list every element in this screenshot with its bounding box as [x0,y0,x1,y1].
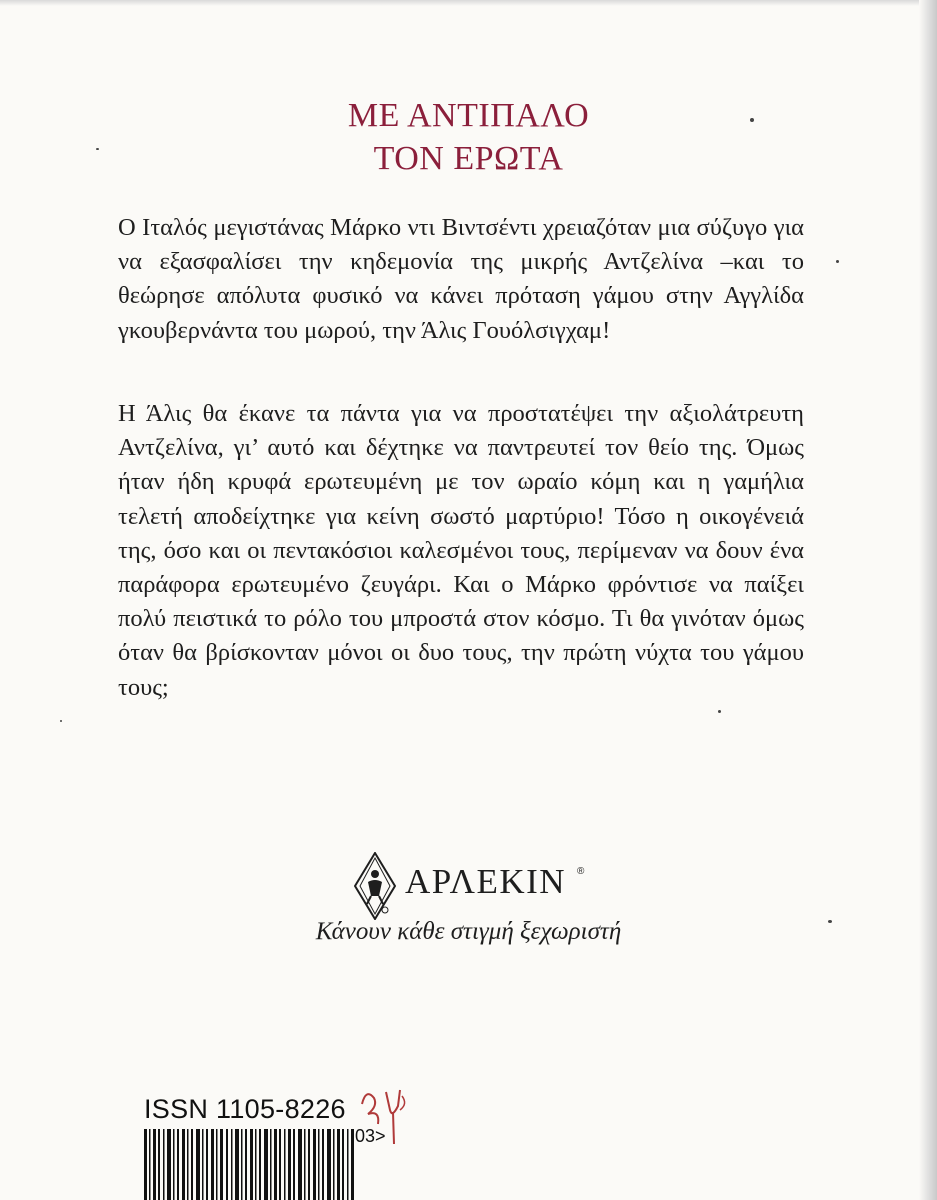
cover-top-edge [0,0,937,6]
harlequin-diamond-logo-icon [354,852,396,920]
issn-number: ISSN 1105-8226 [144,1094,346,1124]
paper-speck [750,118,754,122]
book-title-line-2: ΤΟΝ ΕΡΩΤΑ [373,140,564,177]
paper-speck [836,260,839,263]
book-title-line-1: ΜΕ ΑΝΤΙΠΑΛΟ [347,97,590,134]
registered-mark: ® [577,866,585,877]
blurb-paragraph-2: Η Άλις θα έκανε τα πάντα για να προστατέψει την αξιολάτρευτη Αντζελίνα, γι’ αυτό και δέχτηκε να παντρευτεί τον θείο της. Όμως ήταν ήδη κρυφά ερωτευμένη με τον ωραίο κόμη και η γαμήλια τελετή αποδείχτηκε για κείνη σωστό μαρτύριο! Τόσο η οικογένειά της, όσο και οι πεντακόσιοι καλεσμένοι τους, περίμεναν να δουν ένα παράφορα ερωτευμένο ζευγάρι. Και ο Μάρκο φρόντισε να παίξει πολύ πειστικά το ρόλο του μπροστά στον κόσμο. Τι θα γινόταν όμως όταν θα βρίσκονταν μόνοι οι δυο τους, την πρώτη νύχτα του γάμου τους; [118,400,804,701]
barcode-icon [144,1129,354,1200]
publisher-tagline: Κάνουν κάθε στιγμή ξεχωριστή [315,918,622,945]
paper-speck [96,148,99,150]
paper-speck [60,720,62,722]
blurb-paragraph-1: Ο Ιταλός μεγιστάνας Μάρκο ντι Βιντσέντι χρειαζόταν μια σύζυγο για να εξασφαλίσει την κηδεμονία της μικρής Αντζελίνα –και το θεώρησε απόλυτα φυσικό να κάνει πρόταση γάμου στην Αγγλίδα γκουβερνάντα του μωρού, την Άλις Γουόλσιγχαμ! [118,214,804,344]
barcode-addon-digits: 03> [355,1126,386,1146]
paper-speck [828,920,832,923]
paper-speck [718,710,721,713]
publisher-name: ΑΡΛΕΚΙΝ [405,862,567,901]
